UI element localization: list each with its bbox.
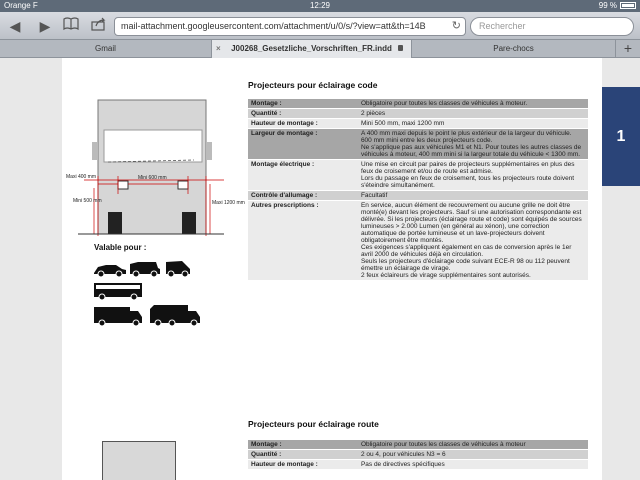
reload-icon[interactable]: ↻	[451, 20, 461, 32]
table-row	[248, 201, 588, 281]
chapter-tab: 1	[602, 87, 640, 186]
status-bar	[0, 0, 640, 12]
browser-toolbar	[0, 12, 640, 40]
tab-label: Gmail	[95, 44, 116, 53]
row-key: Montage électrique :	[248, 160, 358, 191]
search-placeholder: Rechercher	[479, 21, 526, 31]
tab-gmail[interactable]	[0, 40, 212, 58]
table-row	[248, 440, 588, 450]
row-key: Quantité :	[248, 109, 358, 119]
battery-indicator	[599, 1, 636, 10]
table-row	[248, 191, 588, 201]
back-icon[interactable]: ◀	[9, 18, 21, 34]
truck-front-diagram-2	[102, 441, 176, 480]
table-row	[248, 129, 588, 160]
row-key: Hauteur de montage :	[248, 119, 358, 129]
suv-icon	[130, 262, 160, 277]
row-value: 2 pièces	[358, 109, 588, 119]
row-value: Obligatoire pour toutes les classes de véhicules à moteur.	[358, 99, 588, 109]
garbage-truck-icon	[150, 305, 200, 326]
bus-icon	[94, 283, 142, 300]
address-bar[interactable]	[114, 17, 466, 36]
table-row	[248, 109, 588, 119]
row-value: En service, aucun élément de recouvrement ou aucune grille ne doit être monté(e) devant les projecteurs. Sauf si une autorisation correspondante est délivrée. Si les projecteurs (éclairage route et code) sont équipés de sources lumineuses > 2.000 Lumen (en général au xénon), une correction automatique de portée lumineuse et un lave-projecteurs doivent obligatoirement être montés. Ces exigences s'appliquent également en cas de conversion après le 1er avril 2000 de véhicules déjà en circulation. Seuls les projecteurs d'éclairage code suivant ECE-R 98 ou 112 peuvent émettre un éclairage de virage. 2 feux éclaireurs de virage supplémentaires sont autorisés.	[358, 201, 588, 281]
row-value: Mini 500 mm, maxi 1200 mm	[358, 119, 588, 129]
search-input[interactable]	[470, 17, 634, 36]
car-icon	[94, 265, 126, 277]
label-max400: Maxi 400 mm	[66, 174, 97, 180]
bookmarks-icon[interactable]	[62, 17, 80, 35]
row-key: Contrôle d'allumage :	[248, 191, 358, 201]
carrier-label: Orange F	[4, 1, 38, 10]
close-tab-icon[interactable]: ×	[216, 44, 221, 53]
section-title: Projecteurs pour éclairage code	[248, 80, 378, 90]
section-title: Projecteurs pour éclairage route	[248, 419, 379, 429]
row-value: 2 ou 4, pour véhicules N3 = 6	[358, 450, 588, 460]
label-max1200: Maxi 1200 mm	[212, 200, 245, 206]
row-key: Quantité :	[248, 450, 358, 460]
row-value: Une mise en circuit par paires de projecteurs supplémentaires en plus des feux de croisement et/ou de route est admise. Lors du passage en feux de croisement, tous les projecteurs route doivent s'éteindre simultanément.	[358, 160, 588, 191]
clock: 12:29	[309, 1, 331, 10]
lock-icon	[398, 45, 403, 51]
valable-label: Valable pour :	[94, 243, 147, 252]
share-icon[interactable]	[90, 17, 108, 35]
battery-label: 99 %	[598, 1, 617, 10]
row-value: Pas de directives spécifiques	[358, 460, 588, 470]
row-key: Largeur de montage :	[248, 129, 358, 160]
new-tab-icon[interactable]: +	[623, 40, 633, 56]
row-value: A 400 mm maxi depuis le point le plus extérieur de la largeur du véhicule. 600 mm mini entre les deux projecteurs code. Ne s'applique pas aux véhicules M1 et N1. Pour toutes les autres classes de véhicules à moteur, 400 mm mini si la largeur totale du véhicule < 1300 mm.	[358, 129, 588, 160]
battery-icon	[620, 2, 636, 9]
row-value: Obligatoire pour toutes les classes de véhicules à moteur	[358, 440, 588, 450]
table-row	[248, 119, 588, 129]
spec-table-code	[248, 99, 588, 281]
table-row	[248, 99, 588, 109]
row-key: Autres prescriptions :	[248, 201, 358, 281]
tab-label: Pare-chocs	[493, 44, 534, 53]
table-row	[248, 160, 588, 191]
tab-pare-chocs[interactable]	[412, 40, 616, 58]
tab-label: J00268_Gesetzliche_Vorschriften_FR.indd	[231, 44, 392, 53]
table-row	[248, 460, 588, 470]
url-text: mail-attachment.googleusercontent.com/attachment/u/0/s/?view=att&th=14B	[121, 21, 426, 31]
row-value: Facultatif	[358, 191, 588, 201]
tab-bar	[0, 40, 640, 58]
tab-pdf[interactable]	[212, 40, 412, 58]
row-key: Hauteur de montage :	[248, 460, 358, 470]
label-min600: Mini 600 mm	[138, 175, 167, 181]
row-key: Montage :	[248, 440, 358, 450]
truck-front-diagram	[66, 96, 245, 242]
truck-icon	[94, 307, 142, 326]
forward-icon[interactable]: ▶	[39, 18, 51, 34]
table-row	[248, 450, 588, 460]
van-icon	[166, 261, 190, 277]
row-key: Montage :	[248, 99, 358, 109]
label-min500: Mini 500 mm	[73, 198, 102, 204]
spec-table-route	[248, 440, 588, 470]
